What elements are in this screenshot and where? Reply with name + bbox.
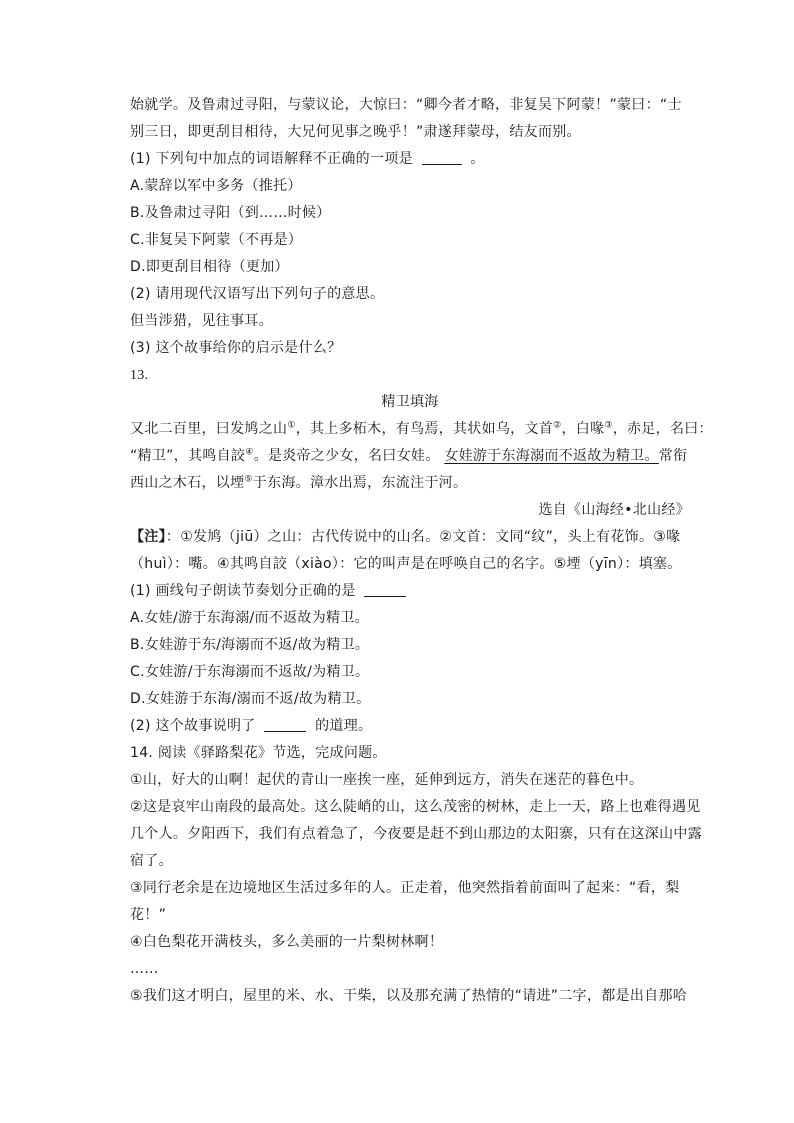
ellipsis: …… [130,961,159,977]
text-segment: ，白喙 [561,421,605,437]
footnote-marker: ③ [604,420,613,431]
note-line [130,524,690,551]
option-c: C.非复吴下阿蒙（不再是） [130,232,303,248]
question-12-3: (3) 这个故事给你的启示是什么？ [130,340,342,356]
answer-blank[interactable] [264,715,306,732]
text-segment: 西山之木石，以堙 [130,475,245,491]
passage-title: 精卫填海 [381,394,439,410]
source-citation: 选自《山海经•北山经》 [538,502,690,518]
question-text: (1) 画线句子朗读节奏划分正确的是 [130,583,356,599]
passage-line [130,416,713,443]
paragraph-5: ⑤我们这才明白，屋里的米、水、干柴，以及那充满了热情的“请进”二字，都是出自那哈 [130,988,688,1004]
footnote-marker: ④ [245,447,254,458]
paragraph-3: ③同行老余是在边境地区生活过多年的人。正走着，他突然指着前面叫了起来：“看，梨 [130,880,680,896]
text-segment: ，赤足，名曰： [612,421,713,437]
passage-line: 始就学。及鲁肃过寻阳，与蒙议论，大惊曰：“卿今者才略，非复吴下阿蒙！”蒙曰：“士 [130,97,682,113]
paragraph-2: 宿了。 [130,853,173,869]
passage-line: 别三日，即更刮目相待，大兄何见事之晚乎！”肃遂拜蒙母，结友而别。 [130,124,581,140]
question-12-2: (2) 请用现代汉语写出下列句子的意思。 [130,286,385,302]
question-text: (1) 下列句中加点的词语解释不正确的一项是 [130,151,413,167]
paragraph-1: ①山，好大的山啊！起伏的青山一座挨一座，延伸到远方，消失在迷茫的暮色中。 [130,772,644,788]
option-b: B.女娃游于东/海溺而不返/故为精卫。 [130,637,370,653]
text-segment: ，其上多柘木，有鸟焉，其状如乌，文首 [295,421,554,437]
text-segment: “精卫”，其鸣自詨 [130,448,246,464]
paragraph-2: 几个人。夕阳西下，我们有点着急了，今夜要是赶不到山那边的太阳寨，只有在这深山中露 [130,826,702,842]
text-segment: 常衔 [658,448,688,464]
underlined-sentence: 女娃游于东海溺而不返故为精卫。 [444,448,659,464]
footnote-marker: ① [287,420,296,431]
text-segment: 。是炎帝之少女，名曰女娃。 [253,448,440,464]
question-text-end: 。 [470,151,485,167]
question-13-1 [130,578,690,605]
text-segment: 于东海。漳水出焉，东流注于河。 [252,475,468,491]
question-text-end: 的道理。 [315,718,373,734]
option-d: D.即更刮目相待（更加） [130,259,289,275]
footnote-marker: ② [553,420,562,431]
passage-line [130,470,690,497]
passage-line [130,443,690,470]
translation-sentence: 但当涉猎，见往事耳。 [130,313,273,329]
footnote-marker: ⑤ [244,474,253,485]
paragraph-3: 花！” [130,907,167,923]
option-d: D.女娃游于东海/溺而不返/故为精卫。 [130,691,371,707]
question-13-2 [130,713,690,740]
answer-blank[interactable] [422,148,462,165]
option-a: A.蒙辞以军中多务（推托） [130,178,302,194]
option-c: C.女娃游/于东海溺而不返故/为精卫。 [130,664,370,680]
document-page [130,92,713,1010]
question-12-1 [130,146,690,173]
note-label: 【注】 [130,529,166,545]
option-b: B.及鲁肃过寻阳（到……时候） [130,205,331,221]
note-text: ：①发鸠（jiū）之山：古代传说中的山名。②文首：文同“纹”，头上有花饰。③喙 [165,529,681,545]
answer-blank[interactable] [364,580,406,597]
question-text: (2) 这个故事说明了 [130,718,256,734]
question-13-number: 13. [130,368,149,383]
question-14-intro: 14. 阅读《驿路梨花》节选，完成问题。 [130,745,387,761]
text-segment: 又北二百里，曰发鸠之山 [130,421,288,437]
note-line: （huì）：嘴。④其鸣自詨（xiào）：它的叫声是在呼唤自己的名字。⑤堙（yīn）：填塞。 [130,556,682,572]
paragraph-2: ②这是哀牢山南段的最高处。这么陡峭的山，这么茂密的树林，走上一天，路上也难得遇见 [130,799,701,815]
paragraph-4: ④白色梨花开满枝头，多么美丽的一片梨树林啊！ [130,934,444,950]
option-a: A.女娃/游于东海溺/而不返故为精卫。 [130,610,369,626]
